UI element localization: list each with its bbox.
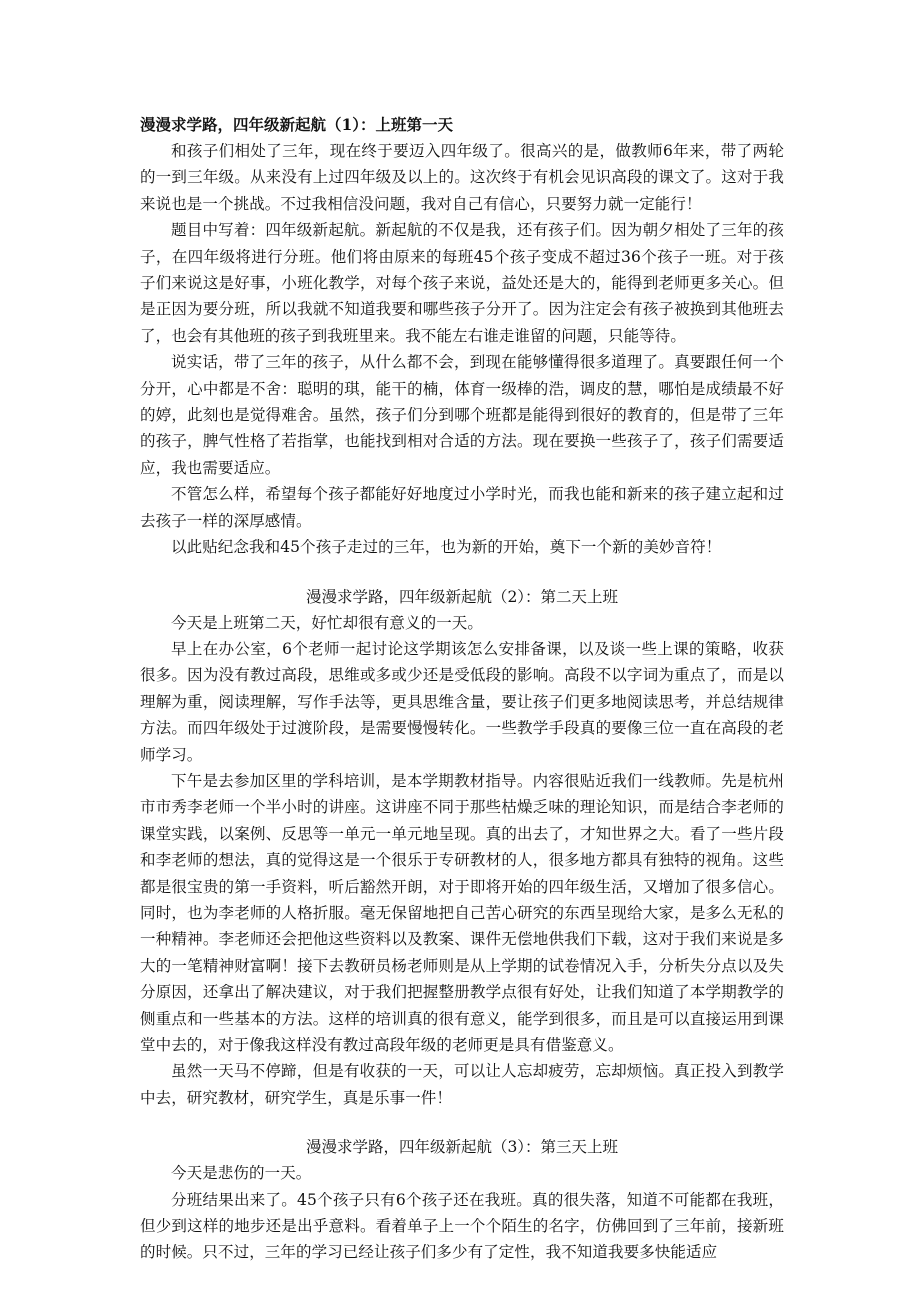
paragraph: 以此贴纪念我和45个孩子走过的三年，也为新的开始，奠下一个新的美妙音符！ — [171, 538, 722, 557]
entry-title: 漫漫求学路，四年级新起航（3）：第三天上班 — [305, 1138, 619, 1157]
paragraph: 早上在办公室，6个老师一起讨论这学期该怎么安排备课，以及谈一些上课的策略，收获很多。因为没有教过高段，思维或多或少还是受低段的影响。高段不以字词为重点了，而是以理解为重，阅读理解，写作手法等，更具思维含量，要让孩子们更多地阅读思考，并总结规律方法。而四年级处于过渡阶段，是需要慢慢转化。一些教学手段真的要像三位一直在高段的老师学习。 — [140, 639, 784, 764]
paragraph: 虽然一天马不停蹄，但是有收获的一天，可以让人忘却疲劳，忘却烦恼。真正投入到教学中去，研究教材，研究学生，真是乐事一件！ — [140, 1062, 784, 1107]
paragraph: 说实话，带了三年的孩子，从什么都不会，到现在能够懂得很多道理了。真要跟任何一个分开，心中都是不舍：聪明的琪，能干的楠，体育一级棒的浩，调皮的慧，哪怕是成绩最不好的婷，此刻也是觉得难舍。虽然，孩子们分到哪个班都是能得到很好的教育的，但是带了三年的孩子，脾气性格了若指掌，也能找到相对合适的方法。现在要换一些孩子了，孩子们需要适应，我也需要适应。 — [140, 353, 784, 477]
entry-title: 漫漫求学路，四年级新起航（1）：上班第一天 — [140, 115, 454, 134]
paragraph: 下午是去参加区里的学科培训，是本学期教材指导。内容很贴近我们一线教师。先是杭州市市秀李老师一个半小时的讲座。这讲座不同于那些枯燥乏味的理论知识，而是结合李老师的课堂实践，以案例、反思等一单元一单元地呈现。真的出去了，才知世界之大。看了一些片段和李老师的想法，真的觉得这是一个很乐于专研教材的人，很多地方都具有独特的视角。这些都是很宝贵的第一手资料，听后豁然开朗，对于即将开始的四年级生活，又增加了很多信心。同时，也为李老师的人格折服。毫无保留地把自己苦心研究的东西呈现给大家，是多么无私的一种精神。李老师还会把他这些资料以及教案、课件无偿地供我们下载，这对于我们来说是多大的一笔精神财富啊！接下去教研员杨老师则是从上学期的试卷情况入手，分析失分点以及失分原因，还拿出了解决建议，对于我们把握整册教学点很有好处，让我们知道了本学期教学的侧重点和一些基本的方法。这样的培训真的很有意义，能学到很多，而且是可以直接运用到课堂中去的，对于像我这样没有教过高段年级的老师更是具有借鉴意义。 — [140, 771, 784, 1054]
entry-3 — [140, 1134, 784, 1266]
entry-2 — [140, 584, 784, 1112]
paragraph: 分班结果出来了。45个孩子只有6个孩子还在我班。真的很失落，知道不可能都在我班，但少到这样的地步还是出乎意料。看着单子上一个个陌生的名字，仿佛回到了三年前，接新班的时候。只不过，三年的学习已经让孩子们多少有了定性，我不知道我要多快能适应 — [140, 1190, 784, 1262]
paragraph: 不管怎么样，希望每个孩子都能好好地度过小学时光，而我也能和新来的孩子建立起和过去孩子一样的深厚感情。 — [140, 485, 784, 530]
entry-1 — [140, 112, 784, 561]
paragraph: 题目中写着：四年级新起航。新起航的不仅是我，还有孩子们。因为朝夕相处了三年的孩子，在四年级将进行分班。他们将由原来的每班45个孩子变成不超过36个孩子一班。对于孩子们来说这是好事，小班化教学，对每个孩子来说，益处还是大的，能得到老师更多关心。但是正因为要分班，所以我就不知道我要和哪些孩子分开了。因为注定会有孩子被换到其他班去了，也会有其他班的孩子到我班里来。我不能左右谁走谁留的问题，只能等待。 — [140, 221, 784, 345]
paragraph: 今天是上班第二天，好忙却很有意义的一天。 — [171, 613, 484, 632]
entry-title: 漫漫求学路，四年级新起航（2）：第二天上班 — [305, 587, 619, 606]
document-page — [140, 112, 784, 1266]
paragraph: 今天是悲伤的一天。 — [171, 1164, 312, 1183]
paragraph: 和孩子们相处了三年，现在终于要迈入四年级了。很高兴的是，做教师6年来，带了两轮的一到三年级。从来没有上过四年级及以上的。这次终于有机会见识高段的课文了。这对于我来说也是一个挑战。不过我相信没问题，我对自己有信心，只要努力就一定能行！ — [140, 142, 784, 213]
